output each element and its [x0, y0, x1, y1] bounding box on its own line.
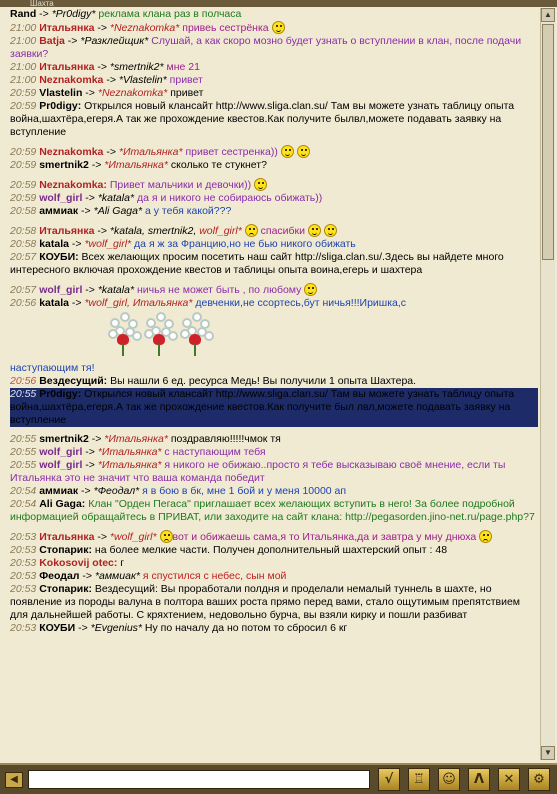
message-text: -> [94, 61, 110, 73]
message-text: *Феодал* [93, 485, 140, 497]
message-nick[interactable]: КОУБИ: [39, 251, 79, 263]
message-time: 21:00 [10, 22, 40, 34]
message-text: да я и никого не собираюсь обижать)) [134, 192, 323, 204]
message-text: привет [167, 87, 204, 99]
chat-message[interactable] [10, 362, 538, 375]
message-time: 20:56 [10, 375, 40, 387]
message-nick[interactable]: Vlastelin [39, 87, 83, 99]
smiley-icon [281, 145, 294, 158]
chat-message[interactable] [10, 530, 538, 544]
chat-scrollbar[interactable] [540, 8, 555, 760]
message-nick[interactable]: Феодал [39, 570, 80, 582]
chat-message[interactable] [10, 570, 538, 583]
message-text: Ну по началу да но потом то сбросил 6 кг [142, 622, 348, 634]
chat-message[interactable] [10, 205, 538, 218]
message-text: -> [82, 446, 98, 458]
message-text: ничья не может быть , по любому [134, 284, 302, 296]
chat-message[interactable] [10, 459, 538, 485]
message-nick[interactable]: аммиак [39, 485, 79, 497]
chat-message[interactable] [10, 159, 538, 172]
message-text: -> [94, 225, 110, 237]
message-text: девченки,не ссортесь,бут ничья!!!Иришка,с [192, 297, 407, 309]
message-nick[interactable]: Neznakomka [39, 146, 104, 158]
message-nick[interactable]: Итальянка [39, 531, 95, 543]
message-time: 20:59 [10, 159, 40, 171]
smiley-icon [308, 224, 321, 237]
chat-message[interactable] [10, 388, 538, 427]
message-text: -> [75, 622, 91, 634]
chat-message[interactable] [10, 87, 538, 100]
bouquet-icon [106, 310, 140, 358]
message-text: *Итальянка* [104, 159, 168, 171]
chat-message[interactable] [10, 622, 538, 635]
chat-message[interactable] [10, 583, 538, 622]
message-time: 20:59 [10, 192, 40, 204]
message-time: 20:55 [10, 388, 40, 400]
message-text: *Разклейщик* [80, 35, 149, 47]
sad-smiley-icon [245, 224, 258, 237]
message-text: *katala* [97, 192, 135, 204]
chat-message[interactable] [10, 283, 538, 297]
message-time: 21:00 [10, 74, 40, 86]
bouquet-images [106, 310, 538, 362]
message-nick[interactable]: smertnik2 [39, 159, 89, 171]
chat-message[interactable] [10, 557, 538, 570]
message-nick[interactable]: Итальянка [39, 61, 95, 73]
message-time: 20:55 [10, 446, 40, 458]
message-time: 20:55 [10, 459, 40, 471]
message-nick[interactable]: Стопарик: [39, 544, 93, 556]
message-text: реклама клана раз в полчаса [95, 8, 242, 20]
message-text: сколько те стукнет? [167, 159, 267, 171]
message-time: 20:58 [10, 225, 40, 237]
message-text: *wolf_girl, Итальянка* [84, 297, 193, 309]
chat-message[interactable] [10, 375, 538, 388]
message-text: wolf_girl* [199, 225, 242, 237]
message-time: 20:54 [10, 485, 40, 497]
message-nick[interactable]: Вездесущий: [39, 375, 108, 387]
chat-message[interactable] [10, 498, 538, 524]
message-nick[interactable]: Стопарик: [39, 583, 93, 595]
message-time: 20:59 [10, 87, 40, 99]
message-text: -> [82, 284, 98, 296]
message-nick[interactable]: Neznakomka [39, 74, 104, 86]
message-nick[interactable]: Kokosovij otec: [39, 557, 118, 569]
chat-message[interactable] [10, 238, 538, 251]
message-text: -> [68, 238, 85, 250]
message-text: *Итальянка* [97, 446, 162, 458]
smiley-icon [324, 224, 337, 237]
message-nick[interactable]: Итальянка [39, 22, 95, 34]
message-text: -> [82, 87, 98, 99]
message-nick[interactable]: wolf_girl [39, 459, 83, 471]
message-text: *Ali Gaga* [93, 205, 143, 217]
message-text: *Итальянка* [104, 433, 168, 445]
message-text: *smertnik2* [109, 61, 164, 73]
message-text: *Итальянка* [118, 146, 183, 158]
chat-message[interactable] [10, 544, 538, 557]
message-text: *wolf_girl* [109, 531, 157, 543]
close-button[interactable]: ✕ [498, 768, 520, 791]
message-nick[interactable]: Pr0digy: [39, 388, 82, 400]
chat-input-bar [0, 763, 557, 794]
clear-button[interactable]: ♖ [408, 768, 430, 791]
message-text: -> [94, 22, 110, 34]
message-time: 20:53 [10, 622, 40, 634]
window-title: Шахта [30, 0, 54, 7]
message-text: Открылся новый клансайт http://www.sliga.clan.su/ Там вы можете узнать таблицу опыта война,шахтёра,егеря.А так же прохождение квестов.Как получите былвл,можете подавать заявку на вступление [10, 100, 515, 138]
message-time: 20:53 [10, 557, 40, 569]
message-text: Клан "Орден Пегаса" приглашает всех желающих вступить в него! За более подробной информацией обращайтесь в ПРИВАТ, или заходите на сайт клана: http://pegasorden.jino-net.ru/page.php?7 [10, 498, 535, 523]
message-text: -> [78, 485, 94, 497]
message-time: 20:57 [10, 284, 40, 296]
message-time: 20:59 [10, 179, 40, 191]
chat-message[interactable] [10, 446, 538, 459]
bouquet-icon [178, 310, 212, 358]
message-text: спасибки [257, 225, 305, 237]
sad-smiley-icon [479, 530, 492, 543]
settings-button[interactable]: ⚙ [528, 768, 550, 791]
message-time: 20:58 [10, 238, 40, 250]
smiley-icon [254, 178, 267, 191]
message-text: *wolf_girl* [84, 238, 132, 250]
chat-message[interactable] [10, 61, 538, 74]
message-text: я в бою в бк, мне 1 бой и у меня 10000 ап [139, 485, 347, 497]
message-time: 20:58 [10, 205, 40, 217]
message-text: Вы нашли 6 ед. ресурса Медь! Вы получили 1 опыта Шахтера. [107, 375, 417, 387]
message-text: Всех желающих просим посетить наш сайт http://sliga.clan.su/.Здесь вы найдете много интересного включая прохождение квестов и таблицы опыта воина,егерь и шахтера [10, 251, 504, 276]
sad-smiley-icon [160, 530, 173, 543]
message-text: привет сестренка)) [182, 146, 278, 158]
message-time: 20:54 [10, 498, 40, 510]
message-time: 20:53 [10, 531, 40, 543]
smiley-icon [297, 145, 310, 158]
message-text: Вездесущий: Вы проработали полдня и проделали немалый туннель в шахте, но появление из породы валуна в полтора ваших роста прямо перед вами, стало ощутимым препятствием для дальнейшей работы. С кряхтением, недовольно бурча, вы взяли кирку и пошли разбиват [10, 583, 521, 621]
message-time: 20:59 [10, 100, 40, 112]
message-text: -> [68, 297, 85, 309]
message-nick[interactable]: wolf_girl [39, 192, 83, 204]
chat-message[interactable] [10, 74, 538, 87]
message-nick[interactable]: wolf_girl [39, 284, 83, 296]
message-nick[interactable]: КОУБИ [39, 622, 76, 634]
message-text: на более мелкие части. Получен дополнительный шахтерский опыт : 48 [92, 544, 448, 556]
message-nick[interactable]: Pr0digy: [39, 100, 82, 112]
message-text: я спустился с небес, сын мой [139, 570, 287, 582]
message-text: -> [88, 159, 105, 171]
message-text: *Vlastelin* [118, 74, 167, 86]
filter-button[interactable]: Λ [468, 768, 490, 791]
message-text: а у тебя какой??? [142, 205, 232, 217]
message-text: *Evgenius* [90, 622, 142, 634]
message-text: -> [79, 570, 95, 582]
message-text: *katala, smertnik2, [109, 225, 200, 237]
message-text: *Neznakomka* [109, 22, 180, 34]
message-text: -> [78, 205, 94, 217]
message-text: -> [82, 459, 98, 471]
message-text: мне 21 [163, 61, 200, 73]
message-nick[interactable]: smertnik2 [39, 433, 89, 445]
chat-message[interactable] [10, 297, 538, 310]
smiley-icon [304, 283, 317, 296]
window-title-bar [0, 0, 557, 7]
message-text: *Итальянка* [97, 459, 162, 471]
chat-message[interactable] [10, 145, 538, 159]
message-time: 20:53 [10, 570, 40, 582]
chat-message[interactable] [10, 224, 538, 238]
chat-message[interactable] [10, 485, 538, 498]
message-time: 20:57 [10, 251, 40, 263]
message-nick[interactable]: Batja [39, 35, 65, 47]
message-text: *Pr0digy* [51, 8, 96, 20]
message-nick[interactable]: Neznakomka: [39, 179, 107, 191]
message-text: Привет мальчики и девочки)) [106, 179, 252, 191]
message-text: -> [82, 192, 98, 204]
chat-message[interactable] [10, 21, 538, 35]
smiles-button[interactable]: ☺ [438, 768, 460, 791]
message-time: 20:53 [10, 544, 40, 556]
chat-mode-icon[interactable]: ◀ [5, 772, 23, 788]
message-text: привет [166, 74, 203, 86]
message-text: я никого не обижаю..просто я тебе высказываю своё мнение, если ты Итальянка это не значит что ваша команда победит [10, 459, 506, 484]
message-text: с наступающим тебя [161, 446, 266, 458]
message-nick[interactable]: Rand [10, 8, 37, 20]
message-text: *аммиак* [94, 570, 140, 582]
message-text: -> [94, 531, 110, 543]
chat-message[interactable] [10, 178, 538, 192]
chat-message[interactable] [10, 433, 538, 446]
chat-message[interactable] [10, 35, 538, 61]
chat-message[interactable] [10, 251, 538, 277]
message-text: -> [36, 8, 52, 20]
message-nick[interactable]: katala [39, 297, 69, 309]
message-nick[interactable]: Итальянка [39, 225, 95, 237]
message-nick[interactable]: wolf_girl [39, 446, 83, 458]
scroll-up-button[interactable]: ▲ [541, 8, 555, 22]
message-text: вот и обижаешь сама,я то Итальянка,да и завтра у мну днюха [172, 531, 477, 543]
chat-log[interactable] [10, 8, 538, 760]
message-text: *Neznakomka* [97, 87, 168, 99]
message-text: -> [64, 35, 81, 47]
message-text: -> [103, 146, 119, 158]
send-button[interactable]: √ [378, 768, 400, 791]
message-text: г [117, 557, 125, 569]
message-input[interactable] [28, 770, 370, 789]
scroll-down-button[interactable]: ▼ [541, 746, 555, 760]
message-nick[interactable]: аммиак [39, 205, 79, 217]
message-text: наступающим тя! [10, 362, 95, 374]
scroll-thumb[interactable] [542, 24, 554, 260]
message-text: привеь сестрёнка [179, 22, 269, 34]
message-nick[interactable]: Ali Gaga: [39, 498, 86, 510]
message-time: 20:55 [10, 433, 40, 445]
message-text: -> [103, 74, 119, 86]
chat-message[interactable] [10, 100, 538, 139]
chat-message[interactable] [10, 8, 538, 21]
message-text: поздравляю!!!!!чмок тя [167, 433, 281, 445]
message-text: -> [88, 433, 105, 445]
smiley-icon [272, 21, 285, 34]
message-text: Слушай, а как скоро мозно будет узнать о вступлении в клан, после подачи заявки? [10, 35, 522, 60]
message-time: 20:53 [10, 583, 40, 595]
message-time: 21:00 [10, 35, 40, 47]
message-time: 20:56 [10, 297, 40, 309]
message-text: *katala* [97, 284, 135, 296]
message-nick[interactable]: katala [39, 238, 69, 250]
message-text: Открылся новый клансайт http://www.sliga.clan.su/ Там вы можете узнать таблицу опыта война,шахтёра,егеря.А так же прохождение квестов.Как получите был лвл,можете подавать заявку на вступление [10, 388, 515, 426]
message-time: 21:00 [10, 61, 40, 73]
message-text: да я ж за Францию,но не бью никого обижать [131, 238, 356, 250]
chat-message[interactable] [10, 192, 538, 205]
message-time: 20:59 [10, 146, 40, 158]
bouquet-icon [142, 310, 176, 358]
